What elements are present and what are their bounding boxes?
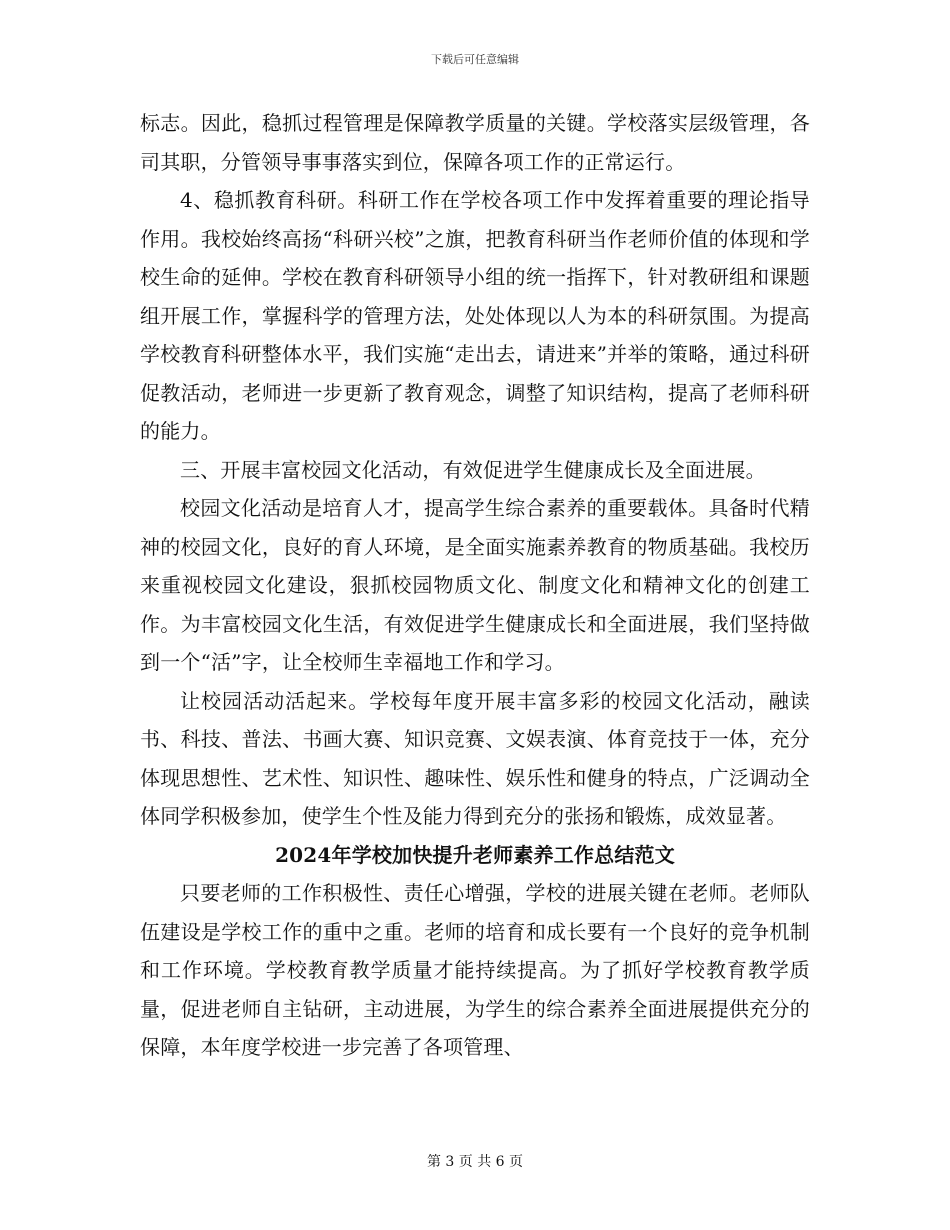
paragraph-continuation: 标志。因此，稳抓过程管理是保障教学质量的关键。学校落实层级管理，各司其职，分管领导事事落实到位，保障各项工作的正常运行。 (140, 111, 810, 174)
document-title: 2024年学校加快提升老师素养工作总结范文 (275, 842, 675, 867)
document-body (140, 104, 810, 1067)
paragraph-teacher-development: 只要老师的工作积极性、责任心增强，学校的进展关键在老师。老师队伍建设是学校工作的重中之重。老师的培育和成长要有一个良好的竞争机制和工作环境。学校教育教学质量才能持续提高。为了抓好学校教育教学质量，促进老师自主钻研，主动进展，为学生的综合素养全面进展提供充分的保障，本年度学校进一步完善了各项管理、 (140, 881, 810, 1059)
section-heading-campus-culture: 三、开展丰富校园文化活动，有效促进学生健康成长及全面进展。 (180, 457, 766, 482)
page-header: 下载后可任意编辑 (431, 53, 519, 66)
paragraph-research: 4、稳抓教育科研。科研工作在学校各项工作中发挥着重要的理论指导作用。我校始终高扬“科研兴校”之旗，把教育科研当作老师价值的体现和学校生命的延伸。学校在教育科研领导小组的统一指挥下，针对教研组和课题组开展工作，掌握科学的管理方法，处处体现以人为本的科研氛围。为提高学校教育科研整体水平，我们实施“走出去，请进来”并举的策略，通过科研促教活动，老师进一步更新了教育观念，调整了知识结构，提高了老师科研的能力。 (140, 188, 810, 443)
paragraph-campus-culture: 校园文化活动是培育人才，提高学生综合素养的重要载体。具备时代精神的校园文化，良好的育人环境，是全面实施素养教育的物质基础。我校历来重视校园文化建设，狠抓校园物质文化、制度文化和精神文化的创建工作。为丰富校园文化生活，有效促进学生健康成长和全面进展，我们坚持做到一个“活”字，让全校师生幸福地工作和学习。 (140, 496, 810, 674)
page-number: 第 3 页 共 6 页 (426, 1154, 524, 1170)
paragraph-campus-activities: 让校园活动活起来。学校每年度开展丰富多彩的校园文化活动，融读书、科技、普法、书画大赛、知识竞赛、文娱表演、体育竞技于一体，充分体现思想性、艺术性、知识性、趣味性、娱乐性和健身的特点，广泛调动全体同学积极参加，使学生个性及能力得到充分的张扬和锻炼，成效显著。 (140, 688, 810, 828)
